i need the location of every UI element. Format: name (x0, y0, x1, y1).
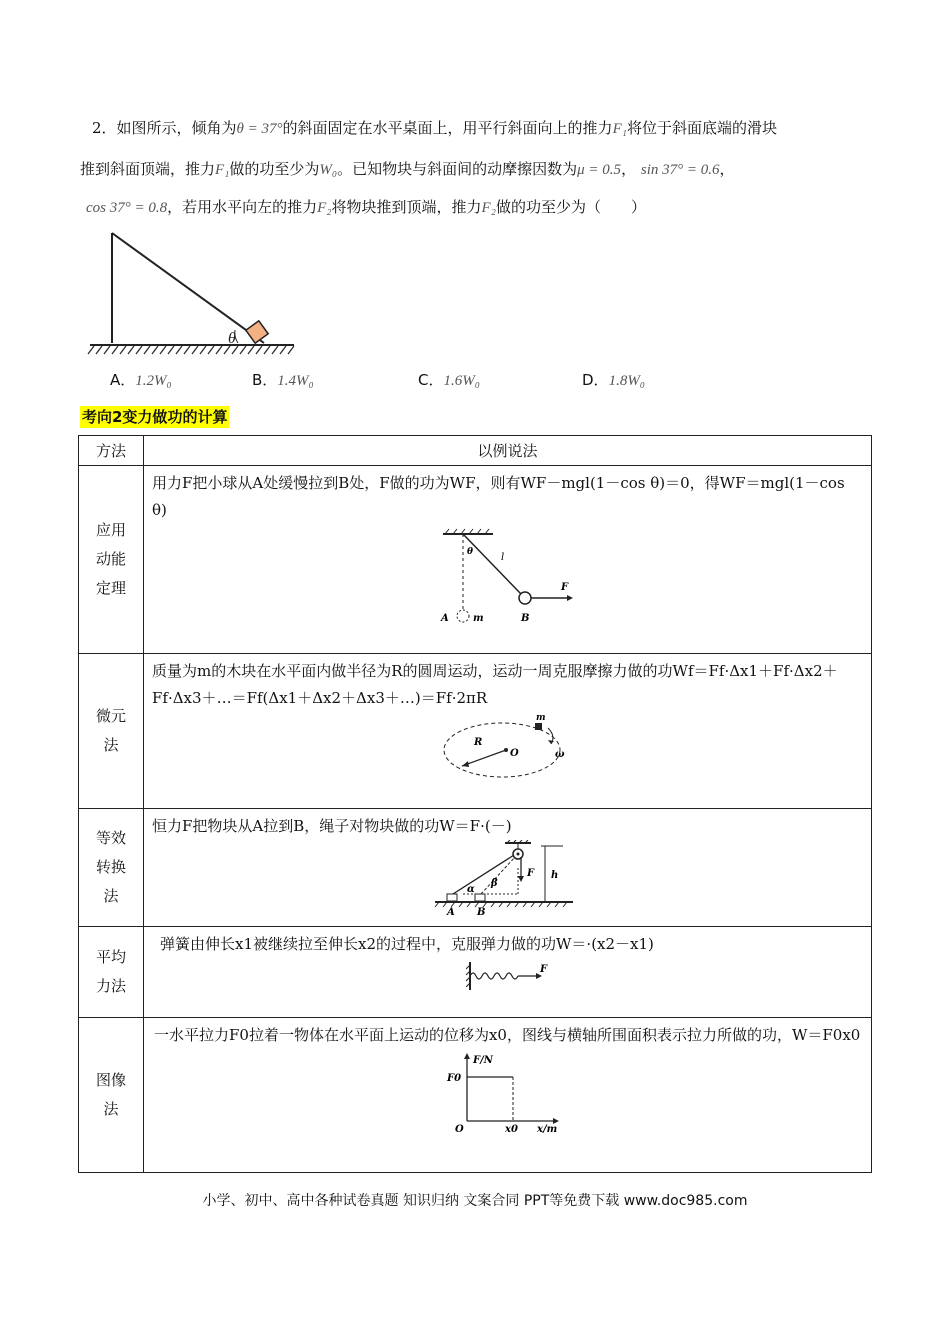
header-method: 方法 (79, 436, 144, 466)
x0-label: x0 (504, 1124, 518, 1133)
theta-label: θ (466, 547, 473, 557)
h-label: h (550, 870, 558, 881)
q-math: cos 37° = 0.8 (86, 200, 168, 216)
l-label: l (500, 552, 504, 563)
method-text: 法 (103, 736, 119, 754)
example-cell (144, 466, 872, 654)
beta-label: β (490, 878, 498, 889)
option-value: 1.4W₀ (277, 373, 314, 389)
method-text: 法 (103, 1100, 119, 1118)
q-math: μ = 0.5 (577, 162, 622, 178)
q-text: ， (621, 160, 637, 178)
m-label: m (535, 714, 546, 723)
example-text: 用力F把小球从A处缓慢拉到B处，F做的功为WF，则有WF－mgl(1－cos θ)＝0，得WF＝mgl(1－cos θ) (152, 474, 845, 519)
table-row (79, 809, 872, 927)
a-label: A (446, 907, 455, 916)
f-label: F (539, 964, 547, 975)
method-cell (79, 466, 144, 654)
option-letter: D． (582, 371, 609, 389)
example-text: 恒力F把物块从A拉到B，绳子对物块做的功W＝F·(－) (152, 817, 512, 835)
method-text: 法 (103, 887, 119, 905)
example-cell (144, 927, 872, 1018)
q-math: W₀ (319, 162, 338, 178)
m-label: m (472, 613, 484, 624)
option-value: 1.6W₀ (443, 373, 480, 389)
q-math: F₁ (612, 121, 627, 137)
method-text: 平均 (95, 948, 126, 966)
method-text: 力法 (95, 977, 126, 995)
r-label: R (473, 737, 482, 748)
origin-label: O (454, 1124, 464, 1133)
table-row (79, 1018, 872, 1173)
q-text: 做的功至少为（ ） (495, 198, 646, 216)
o-label: O (509, 748, 519, 759)
q-math: sin 37° = 0.6 (640, 162, 720, 178)
question-line-1 (92, 117, 777, 140)
q-text: 2．如图所示，倾角为 (92, 119, 237, 137)
theta-label: θ (228, 330, 236, 347)
method-text: 图像 (95, 1071, 126, 1089)
example-text: 弹簧由伸长x1被继续拉至伸长x2的过程中，克服弹力做的功W＝·(x2－x1) (160, 935, 654, 953)
q-text: 将物块推到顶端，推力 (331, 198, 482, 216)
option-a[interactable] (110, 369, 172, 392)
q-text: ， (719, 160, 735, 178)
q-math: F₂ (317, 200, 332, 216)
example-text: 一水平拉力F0拉着一物体在水平面上运动的位移为x0，图线与横轴所围面积表示拉力所做的功，W＝F0x0 (154, 1026, 861, 1044)
question-line-3 (86, 196, 646, 219)
option-letter: B． (252, 371, 278, 389)
method-cell (79, 654, 144, 809)
y-axis-label: F/N (472, 1055, 493, 1066)
q-text: 做的功至少为 (229, 160, 320, 178)
q-text: 。已知物块与斜面间的动摩擦因数为 (337, 160, 578, 178)
example-cell (144, 654, 872, 809)
force-displacement-graph (443, 1051, 573, 1133)
x-axis-label: x/m (536, 1124, 557, 1133)
q-math: F₁ (215, 162, 230, 178)
f-label: F (526, 868, 534, 879)
example-cell (144, 809, 872, 927)
table-row (79, 927, 872, 1018)
question-line-2 (80, 158, 735, 181)
table-header-row (79, 436, 872, 466)
f-label: F (560, 582, 568, 593)
table-row (79, 466, 872, 654)
method-cell (79, 1018, 144, 1173)
method-cell (79, 927, 144, 1018)
section-heading: 考向2变力做功的计算 (82, 408, 228, 426)
circle-figure (438, 714, 578, 780)
block (246, 321, 268, 343)
q-text: 将位于斜面底端的滑块 (626, 119, 777, 137)
example-cell (144, 1018, 872, 1173)
option-letter: C． (418, 371, 444, 389)
table-row (79, 654, 872, 809)
q-text: 的斜面固定在水平桌面上，用平行斜面向上的推力 (282, 119, 613, 137)
q-math: F₂ (481, 200, 496, 216)
a-label: A (440, 613, 449, 624)
method-cell (79, 809, 144, 927)
q-text: 推到斜面顶端，推力 (80, 160, 216, 178)
q-text: ，若用水平向左的推力 (167, 198, 318, 216)
option-c[interactable] (418, 369, 480, 392)
q-math: θ = 37° (236, 121, 283, 137)
spring-figure (466, 960, 550, 992)
option-d[interactable] (582, 369, 645, 392)
alpha-label: α (466, 884, 475, 895)
method-text: 转换 (95, 858, 126, 876)
option-value: 1.8W₀ (608, 373, 646, 389)
option-value: 1.2W₀ (135, 373, 172, 389)
b-label: B (520, 613, 529, 624)
method-text: 定理 (95, 579, 126, 597)
method-text: 应用 (95, 521, 126, 539)
example-text: 质量为m的木块在水平面内做半径为R的圆周运动，运动一周克服摩擦力做的功Wf＝Ff·Δx1＋Ff·Δx2＋Ff·Δx3＋…＝Ff(Δx1＋Δx2＋Δx3＋…)＝Ff·2πR (152, 662, 838, 707)
method-text: 等效 (95, 829, 126, 847)
incline-figure (86, 228, 298, 358)
page-footer: 小学、初中、高中各种试卷真题 知识归纳 文案合同 PPT等免费下载 www.doc985.com (202, 1193, 748, 1209)
header-example: 以例说法 (144, 436, 872, 466)
pulley-figure (433, 840, 583, 916)
omega-label: ω (554, 749, 565, 760)
method-table (78, 435, 872, 1173)
method-text: 微元 (95, 707, 126, 725)
f0-label: F0 (446, 1073, 461, 1084)
pendulum-figure (433, 528, 583, 628)
method-text: 动能 (95, 550, 126, 568)
b-label: B (476, 907, 485, 916)
option-b[interactable] (252, 369, 314, 392)
option-letter: A． (110, 371, 136, 389)
